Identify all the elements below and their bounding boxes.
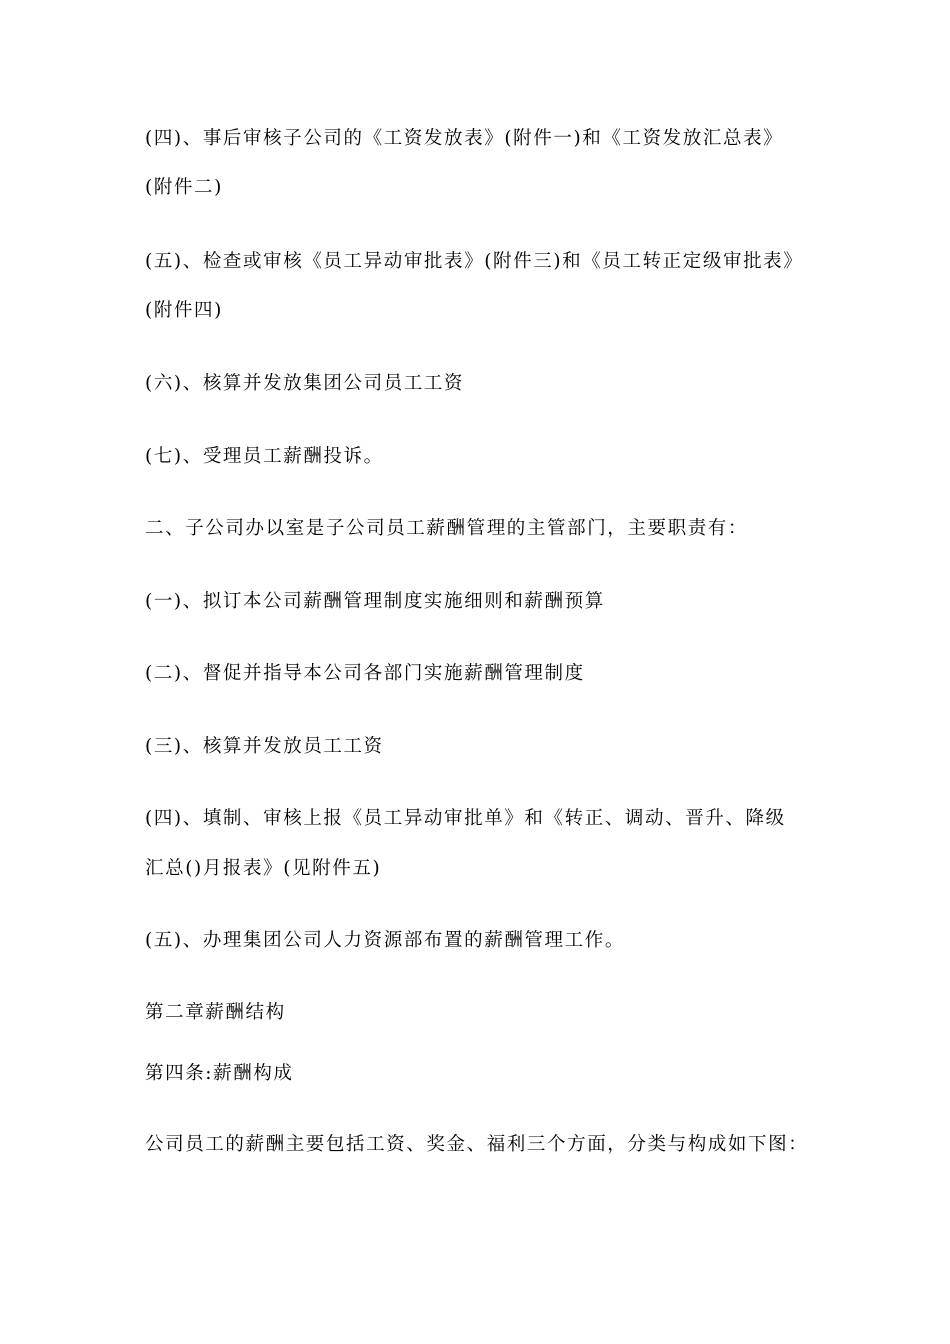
article-heading: 第四条:薪酬构成 [145, 1063, 294, 1084]
text-line-responsibility-5: (五)、检查或审核《员工异动审批表》(附件三)和《员工转正定级审批表》 [145, 251, 804, 272]
text-line-sub-responsibility-5: (五)、办理集团公司人力资源部布置的薪酬管理工作。 [145, 930, 625, 951]
text-line-responsibility-5-cont: (附件四) [145, 300, 223, 321]
text-line-section-two: 二、子公司办以室是子公司员工薪酬管理的主管部门，主要职责有： [145, 518, 749, 539]
text-line-responsibility-6: (六)、核算并发放集团公司员工工资 [145, 373, 465, 394]
text-line-responsibility-4-cont: (附件二) [145, 177, 223, 198]
text-line-sub-responsibility-1: (一)、拟订本公司薪酬管理制度实施细则和薪酬预算 [145, 591, 605, 612]
text-line-responsibility-4: (四)、事后审核子公司的《工资发放表》(附件一)和《工资发放汇总表》 [145, 128, 784, 149]
text-line-sub-responsibility-2: (二)、督促并指导本公司各部门实施薪酬管理制度 [145, 663, 585, 684]
text-line-sub-responsibility-4: (四)、填制、审核上报《员工异动审批单》和《转正、调动、晋升、降级 [145, 808, 786, 829]
text-line-sub-responsibility-4-cont: 汇总()月报表》(见附件五) [145, 858, 382, 879]
text-line-sub-responsibility-3: (三)、核算并发放员工工资 [145, 736, 384, 757]
chapter-heading: 第二章薪酬结构 [145, 1002, 286, 1023]
text-line-responsibility-7: (七)、受理员工薪酬投诉。 [145, 446, 384, 467]
text-line-salary-composition: 公司员工的薪酬主要包括工资、奖金、福利三个方面，分类与构成如下图： [145, 1134, 809, 1155]
